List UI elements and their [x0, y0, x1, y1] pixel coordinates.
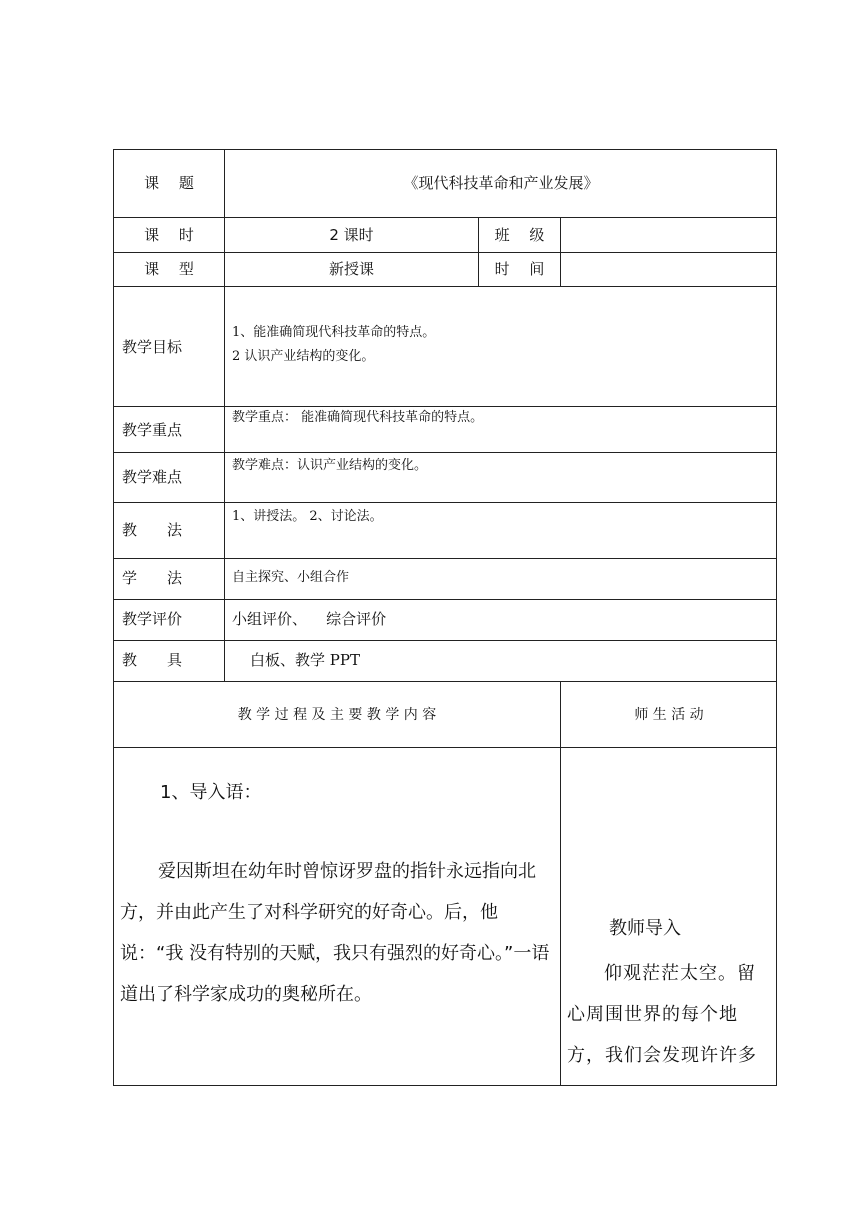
tools-value: 白板、教学 PPT: [250, 651, 360, 669]
method-value: 1、讲授法。 2、讨论法。: [232, 509, 383, 524]
class-label: 班 级: [494, 226, 545, 244]
column-divider: [560, 217, 561, 286]
hours-label: 课 时: [144, 226, 194, 244]
row-divider: [113, 681, 777, 682]
topic-value: 《现代科技革命和产业发展》: [403, 174, 599, 192]
topic-label: 课 题: [144, 174, 194, 192]
row-divider: [113, 502, 777, 503]
process-header-left: 教 学 过 程 及 主 要 教 学 内 容: [237, 707, 437, 723]
key-label: 教学重点: [122, 421, 183, 439]
activity-text: 仰观茫茫太空。留心周围世界的每个地方，我们会发现许许多: [567, 963, 757, 1066]
learn-value: 自主探究、小组合作: [232, 570, 350, 585]
difficult-label: 教学难点: [122, 468, 183, 486]
goals-line-1: 1、能准确简现代科技革命的特点。: [232, 325, 436, 340]
method-label: 教 法: [122, 521, 183, 539]
row-divider: [113, 640, 777, 641]
intro-text: 爱因斯坦在幼年时曾惊讶罗盘的指针永远指向北方，并由此产生了对科学研究的好奇心。后，他说：“我 没有特别的天赋，我只有强烈的好奇心。”一语道出了科学家成功的奥秘所在。: [120, 861, 550, 1005]
intro-title: 1、导入语：: [160, 782, 262, 803]
process-header-right: 师 生 活 动: [634, 707, 704, 723]
row-divider: [113, 286, 777, 287]
row-divider: [113, 452, 777, 453]
eval-label: 教学评价: [122, 610, 183, 628]
key-value: 教学重点： 能准确简现代科技革命的特点。: [232, 410, 484, 425]
hours-value: 2 课时: [329, 226, 374, 244]
goals-label: 教学目标: [122, 338, 183, 356]
row-divider: [113, 217, 777, 218]
time-label: 时 间: [494, 260, 545, 278]
learn-label: 学 法: [122, 569, 183, 587]
row-divider: [113, 599, 777, 600]
type-label: 课 型: [144, 260, 194, 278]
row-divider: [113, 558, 777, 559]
goals-line-2: 2 认识产业结构的变化。: [232, 349, 375, 364]
eval-value: 小组评价、 综合评价: [232, 610, 387, 628]
type-value: 新授课: [328, 260, 374, 278]
difficult-value: 教学难点：认识产业结构的变化。: [232, 458, 428, 473]
row-divider: [113, 252, 777, 253]
row-divider: [113, 747, 777, 748]
activity-title: 教师导入: [609, 918, 681, 939]
column-divider: [560, 681, 561, 1086]
tools-label: 教 具: [122, 651, 183, 669]
